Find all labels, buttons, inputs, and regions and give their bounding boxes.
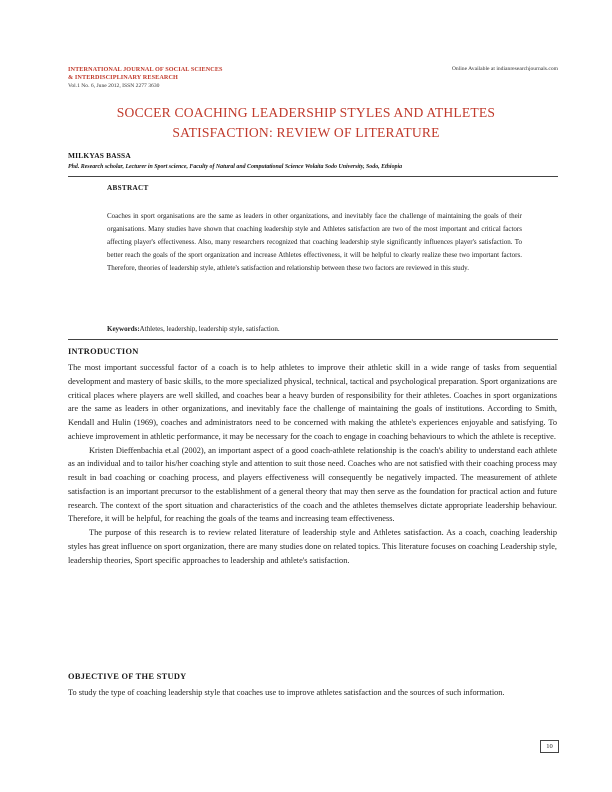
author-name: MILKYAS BASSA <box>68 151 131 160</box>
journal-name-line2: & INTERDISCIPLINARY RESEARCH <box>68 74 178 82</box>
keywords-list: Athletes, leadership, leadership style, satisfaction. <box>139 325 280 333</box>
keywords-label: Keywords: <box>107 325 140 333</box>
introduction-paragraph-2: Kristen Dieffenbachia et.al (2002), an important aspect of a good coach-athlete relationship is the coach's ability to understand each athlete as an individual and to tailor his/her coaching style and attention to suit those need. Coaches who are not satisfied with their coaching process may result in bad coaching or coaching process, and players effectiveness will consequently be negatively impacted. The measurement of athlete satisfaction is an important precursor to the establishment of a general theory that may then serve as the foundation for practical action and future research. The context of the sport situation and characteristics of the coach and the athletes themselves dictate appropriate leadership behaviour. Therefore, it will be helpful, for reaching the goals of the teams and increasing team effectiveness. <box>68 445 557 524</box>
volume-info: Vol.1 No. 6, June 2012, ISSN 2277 3630 <box>68 83 160 89</box>
rule-top <box>68 176 558 177</box>
article-title-line1: SOCCER COACHING LEADERSHIP STYLES AND ATHLETES <box>116 105 496 120</box>
abstract-text: Coaches in sport organisations are the same as leaders in other organizations, and inevitably face the challenge of maintaining the goals of their organisations. Many studies have shown that coaching leadership style and Athletes satisfaction are two of the most important and critical factors affecting player's effectiveness. Also, many researchers recognized that coaching leadership style significantly influences player's satisfaction. To better reach the goals of the sport organization and increase Athletes effectiveness, it will be helpful to clearly realize these two important factors. Therefore, theories of leadership style, athlete's satisfaction and relationship between these two factors are reviewed in this study. <box>107 212 522 273</box>
keywords <box>107 325 280 333</box>
article-title <box>40 103 572 143</box>
introduction-paragraph-1: The most important successful factor of a coach is to help athletes to improve their athletic skill in a wide range of tasks from sequential development and mastery of basic skills, to the more specialized physical, technical, tactical and psychological preparation. Sport organizations are critical places where players are well skilled, and coaches bear a heavy burden of responsibility for their athletes. Coaches in sport organizations are the same as leaders in other organizations, and inevitably face the challenge of maintaining the goals of institutions. According to Smith, Kendall and Hulin (1969), coaches and administrators need to be concerned with making the athlete's experiences enjoyable and satisfying. To achieve improvement in athletic performance, it may be necessary for the coach to engage in coaching behaviours to which the athlete is receptive. <box>68 363 557 441</box>
objective-body <box>68 686 557 700</box>
online-availability: Online Available at indianresearchjournals.com <box>451 66 558 72</box>
objective-heading: OBJECTIVE OF THE STUDY <box>68 672 187 681</box>
rule-bottom <box>68 339 558 340</box>
objective-paragraph: To study the type of coaching leadership style that coaches use to improve athletes satisfaction and the sources of such information. <box>68 688 505 697</box>
journal-name-line1: INTERNATIONAL JOURNAL OF SOCIAL SCIENCES <box>68 66 223 73</box>
article-title-line2: SATISFACTION: REVIEW OF LITERATURE <box>172 125 440 140</box>
abstract-heading: ABSTRACT <box>107 184 149 192</box>
introduction-paragraph-3: The purpose of this research is to review related literature of leadership style and Athletes satisfaction. As a coach, coaching leadership styles has great influence on sport organization, there are many studies done on related topics. This literature focuses on coaching Leadership style, leadership theories, Sport specific approaches to leadership and athlete's satisfaction. <box>68 528 557 565</box>
introduction-heading: INTRODUCTION <box>68 347 139 356</box>
introduction-body <box>68 361 557 567</box>
page-number: 10 <box>540 740 559 753</box>
author-affiliation: Phd. Research scholar, Lecturer in Sport science, Faculty of Natural and Computational Science Wolaita Sodo University, Sodo, Ethiopia <box>68 164 403 170</box>
journal-name <box>68 66 223 82</box>
